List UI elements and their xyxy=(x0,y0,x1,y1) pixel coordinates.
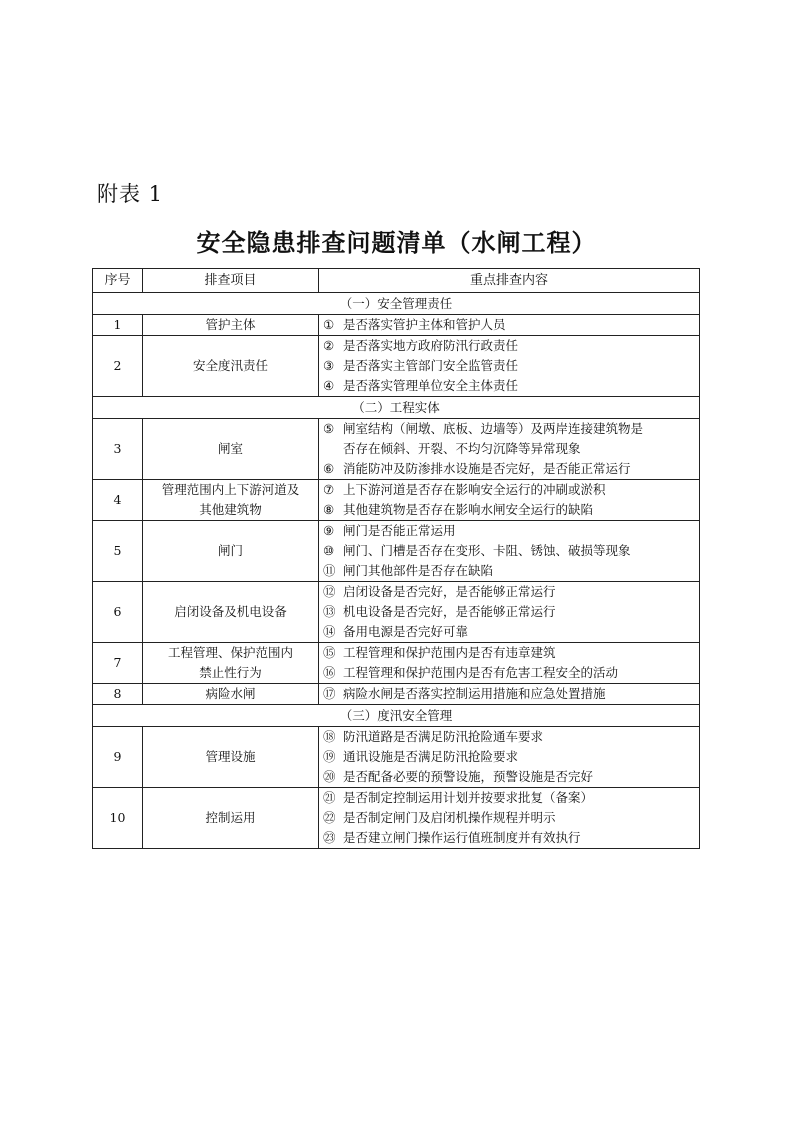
inspection-item xyxy=(143,643,319,684)
table-row xyxy=(93,788,700,849)
content-point xyxy=(323,582,695,602)
inspection-item xyxy=(143,315,319,336)
content-point xyxy=(323,663,695,683)
content-point xyxy=(323,828,695,848)
point-text: 启闭设备是否完好，是否能够正常运行 xyxy=(343,584,556,599)
point-text: 闸门、门槽是否存在变形、卡阻、锈蚀、破损等现象 xyxy=(343,543,631,558)
content-point xyxy=(323,500,695,520)
inspection-item xyxy=(143,582,319,643)
row-number: 7 xyxy=(93,643,143,684)
content-point xyxy=(323,419,695,439)
inspection-item xyxy=(143,684,319,705)
inspection-item-line: 管护主体 xyxy=(205,317,256,332)
point-marker: ⑭ xyxy=(323,624,336,639)
inspection-content xyxy=(319,315,700,336)
point-text: 闸门其他部件是否存在缺陷 xyxy=(343,563,494,578)
inspection-item-line: 其他建筑物 xyxy=(199,502,262,517)
inspection-item-line: 管理范围内上下游河道及 xyxy=(161,482,300,497)
point-marker: ④ xyxy=(323,378,335,393)
inspection-item-line: 管理设施 xyxy=(205,749,256,764)
section-row xyxy=(93,705,700,727)
point-marker: ㉒ xyxy=(323,810,336,825)
row-number: 4 xyxy=(93,480,143,521)
row-number: 8 xyxy=(93,684,143,705)
inspection-content xyxy=(319,684,700,705)
table-row xyxy=(93,684,700,705)
inspection-item xyxy=(143,419,319,480)
point-marker: ② xyxy=(323,338,335,353)
row-number: 5 xyxy=(93,521,143,582)
table-row xyxy=(93,336,700,397)
inspection-item-line: 闸室 xyxy=(217,441,243,456)
point-text: 是否落实主管部门安全监管责任 xyxy=(343,358,519,373)
point-text: 其他建筑物是否存在影响水闸安全运行的缺陷 xyxy=(343,502,594,517)
content-point xyxy=(323,561,695,581)
inspection-item xyxy=(143,727,319,788)
content-point xyxy=(323,356,695,376)
point-text: 消能防冲及防渗排水设施是否完好，是否能正常运行 xyxy=(343,461,631,476)
point-text: 否存在倾斜、开裂、不均匀沉降等异常现象 xyxy=(343,441,581,456)
table-row xyxy=(93,582,700,643)
row-number: 6 xyxy=(93,582,143,643)
inspection-content xyxy=(319,336,700,397)
inspection-content xyxy=(319,582,700,643)
table-row xyxy=(93,727,700,788)
point-text: 病险水闸是否落实控制运用措施和应急处置措施 xyxy=(343,686,606,701)
table-body xyxy=(93,293,700,849)
content-point xyxy=(323,602,695,622)
section-title: （二）工程实体 xyxy=(93,397,700,419)
table-row xyxy=(93,419,700,480)
point-marker: ③ xyxy=(323,358,335,373)
inspection-item-line: 禁止性行为 xyxy=(199,665,262,680)
point-text: 闸室结构（闸墩、底板、边墙等）及两岸连接建筑物是 xyxy=(343,421,644,436)
inspection-table xyxy=(92,268,700,849)
content-point xyxy=(323,684,695,704)
point-marker: ⑧ xyxy=(323,502,335,517)
inspection-item xyxy=(143,788,319,849)
point-text: 机电设备是否完好，是否能够正常运行 xyxy=(343,604,556,619)
inspection-item-line: 启闭设备及机电设备 xyxy=(174,604,287,619)
inspection-content xyxy=(319,727,700,788)
inspection-content xyxy=(319,521,700,582)
content-point xyxy=(323,439,695,459)
point-text: 是否制定控制运用计划并按要求批复（备案） xyxy=(343,790,594,805)
content-point xyxy=(323,788,695,808)
header-item: 排查项目 xyxy=(143,269,319,293)
point-text: 是否建立闸门操作运行值班制度并有效执行 xyxy=(343,830,581,845)
table-row xyxy=(93,521,700,582)
content-point xyxy=(323,643,695,663)
document-title: 安全隐患排查问题清单（水闸工程） xyxy=(196,228,597,257)
point-text: 是否落实管理单位安全主体责任 xyxy=(343,378,519,393)
point-marker: ⑨ xyxy=(323,523,335,538)
table-row xyxy=(93,643,700,684)
point-marker: ⑮ xyxy=(323,645,336,660)
point-marker: ⑲ xyxy=(323,749,336,764)
point-text: 通讯设施是否满足防汛抢险要求 xyxy=(343,749,519,764)
inspection-content xyxy=(319,419,700,480)
section-title: （一）安全管理责任 xyxy=(93,293,700,315)
inspection-item-line: 闸门 xyxy=(217,543,243,558)
point-marker: ⑫ xyxy=(323,584,336,599)
point-text: 工程管理和保护范围内是否有违章建筑 xyxy=(343,645,556,660)
point-text: 工程管理和保护范围内是否有危害工程安全的活动 xyxy=(343,665,619,680)
section-row xyxy=(93,293,700,315)
inspection-item-line: 控制运用 xyxy=(205,810,256,825)
section-title: （三）度汛安全管理 xyxy=(93,705,700,727)
inspection-content xyxy=(319,480,700,521)
content-point xyxy=(323,541,695,561)
point-marker: ㉑ xyxy=(323,790,336,805)
inspection-item-line: 工程管理、保护范围内 xyxy=(167,645,293,660)
point-marker: ㉓ xyxy=(323,830,336,845)
inspection-item xyxy=(143,336,319,397)
point-text: 是否落实地方政府防汛行政责任 xyxy=(343,338,519,353)
point-marker: ⑥ xyxy=(323,461,335,476)
point-marker: ⑰ xyxy=(323,686,336,701)
inspection-item xyxy=(143,521,319,582)
point-marker: ⑪ xyxy=(323,563,336,578)
content-point xyxy=(323,747,695,767)
content-point xyxy=(323,315,695,335)
content-point xyxy=(323,808,695,828)
point-marker: ⑩ xyxy=(323,543,335,558)
point-marker: ⑳ xyxy=(323,769,336,784)
point-text: 是否配备必要的预警设施，预警设施是否完好 xyxy=(343,769,594,784)
point-marker: ⑤ xyxy=(323,421,335,436)
content-point xyxy=(323,622,695,642)
section-row xyxy=(93,397,700,419)
inspection-content xyxy=(319,643,700,684)
point-marker: ⑬ xyxy=(323,604,336,619)
content-point xyxy=(323,767,695,787)
attachment-label: 附表 1 xyxy=(97,182,164,206)
row-number: 10 xyxy=(93,788,143,849)
content-point xyxy=(323,727,695,747)
inspection-item-line: 安全度汛责任 xyxy=(192,358,268,373)
table-header-row xyxy=(93,269,700,293)
content-point xyxy=(323,336,695,356)
inspection-content xyxy=(319,788,700,849)
content-point xyxy=(323,480,695,500)
point-text: 备用电源是否完好可靠 xyxy=(343,624,469,639)
table-row xyxy=(93,315,700,336)
point-text: 防汛道路是否满足防汛抢险通车要求 xyxy=(343,729,544,744)
row-number: 3 xyxy=(93,419,143,480)
row-number: 9 xyxy=(93,727,143,788)
point-text: 是否制定闸门及启闭机操作规程并明示 xyxy=(343,810,556,825)
table-row xyxy=(93,480,700,521)
content-point xyxy=(323,459,695,479)
content-point xyxy=(323,376,695,396)
inspection-item xyxy=(143,480,319,521)
header-content: 重点排查内容 xyxy=(319,269,700,293)
point-marker: ① xyxy=(323,317,335,332)
point-marker: ⑦ xyxy=(323,482,335,497)
point-marker: ⑱ xyxy=(323,729,336,744)
point-text: 闸门是否能正常运用 xyxy=(343,523,456,538)
row-number: 1 xyxy=(93,315,143,336)
point-text: 是否落实管护主体和管护人员 xyxy=(343,317,506,332)
header-seq: 序号 xyxy=(93,269,143,293)
point-marker: ⑯ xyxy=(323,665,336,680)
content-point xyxy=(323,521,695,541)
point-text: 上下游河道是否存在影响安全运行的冲刷或淤积 xyxy=(343,482,606,497)
inspection-item-line: 病险水闸 xyxy=(205,686,256,701)
row-number: 2 xyxy=(93,336,143,397)
